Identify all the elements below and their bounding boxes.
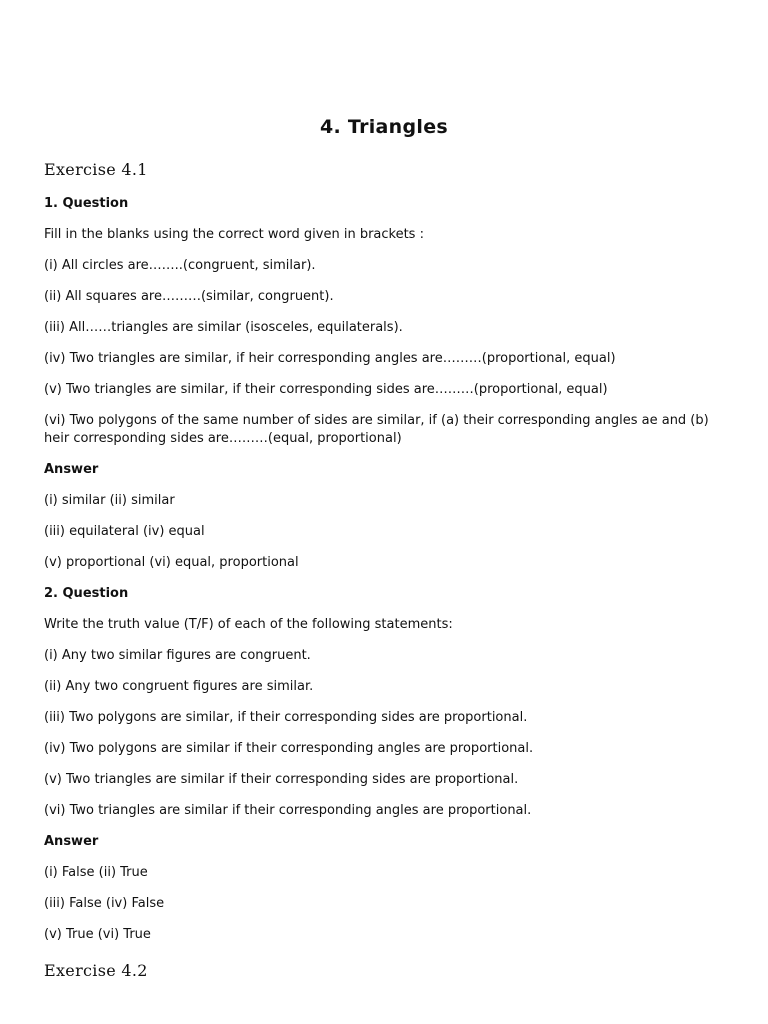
question-2-answer: (iii) False (iv) False [44,896,165,911]
question-2-answer: (v) True (vi) True [44,927,151,942]
question-1-item: (i) All circles are……..(congruent, similar). [44,258,316,273]
question-1-item: (v) Two triangles are similar, if their corresponding sides are………(proportional, equal) [44,382,608,397]
question-1-item: (iii) All……triangles are similar (isosceles, equilaterals). [44,320,403,335]
question-2-prompt: Write the truth value (T/F) of each of the following statements: [44,617,453,632]
page-title: 4. Triangles [319,116,449,138]
question-2-item: (iii) Two polygons are similar, if their corresponding sides are proportional. [44,710,528,725]
question-2-item: (v) Two triangles are similar if their corresponding sides are proportional. [44,772,519,787]
question-1-answer-heading: Answer [44,462,99,477]
question-2-item: (iv) Two polygons are similar if their corresponding angles are proportional. [44,741,534,756]
question-2-item: (i) Any two similar figures are congruent. [44,648,311,663]
exercise-heading-4-1: Exercise 4.1 [44,160,148,179]
question-2-answer-heading: Answer [44,834,99,849]
question-1-answer: (iii) equilateral (iv) equal [44,524,205,539]
question-1-item: (iv) Two triangles are similar, if heir corresponding angles are………(proportional, equal) [44,351,616,366]
question-2-heading: 2. Question [44,586,129,601]
question-1-item: (vi) Two polygons of the same number of sides are similar, if (a) their corresponding angles ae and (b) heir corresponding sides are………(equal, proportional) [44,413,709,446]
question-1-answer: (v) proportional (vi) equal, proportional [44,555,299,570]
question-2-item: (vi) Two triangles are similar if their corresponding angles are proportional. [44,803,532,818]
exercise-heading-4-2: Exercise 4.2 [44,961,148,980]
question-1-heading: 1. Question [44,196,129,211]
question-1-answer: (i) similar (ii) similar [44,493,175,508]
question-1-item: (ii) All squares are………(similar, congruent). [44,289,334,304]
question-2-answer: (i) False (ii) True [44,865,148,880]
question-2-item: (ii) Any two congruent figures are similar. [44,679,314,694]
question-1-prompt: Fill in the blanks using the correct word given in brackets : [44,227,424,242]
